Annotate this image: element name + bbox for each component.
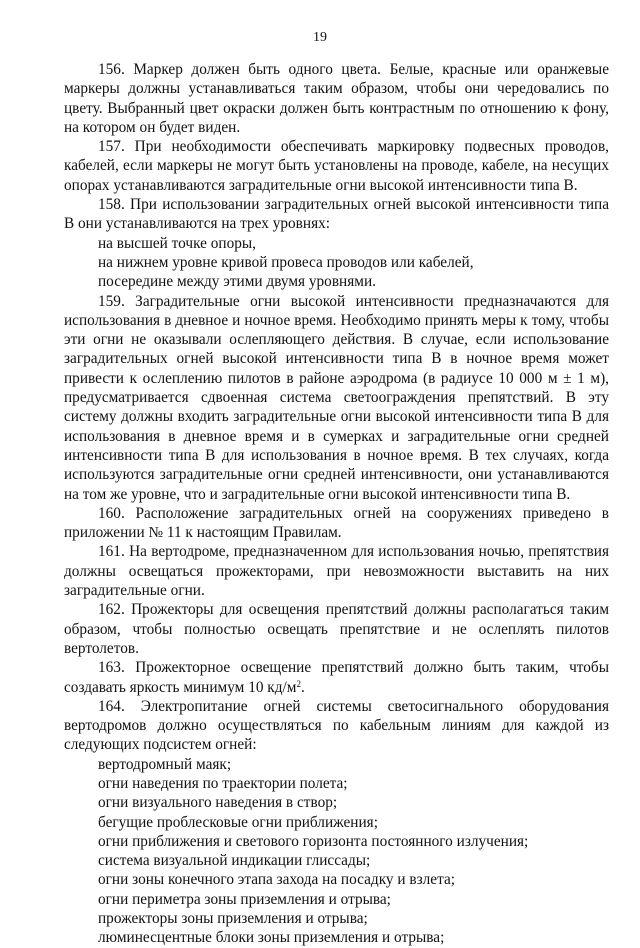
paragraph-158: 158. При использовании заградительных огней высокой интенсивности типа В они устанавливаются на трех уровнях: [64,196,609,233]
list-item: огни приближения и светового горизонта постоянного излучения; [98,832,529,850]
list-item: на нижнем уровне кривой провеса проводов или кабелей, [98,253,474,271]
paragraph-157: 157. При необходимости обеспечивать маркировку подвесных проводов, кабелей, если маркеры не могут быть установлены на проводе, кабеле, на несущих опорах устанавливаются заградительные огни высокой интенсивности типа В. [64,138,609,194]
list-item: огни наведения по траектории полета; [98,774,348,792]
superscript: 2 [296,678,301,689]
list-item: бегущие проблесковые огни приближения; [98,813,378,831]
document-body [64,60,609,948]
page-number: 19 [313,30,327,45]
list-item: огни периметра зоны приземления и отрыва; [98,890,391,908]
paragraph-163-text: 163. Прожекторное освещение препятствий должно быть таким, чтобы создавать яркость минимум 10 кд/м [64,659,609,696]
list-item: система визуальной индикации глиссады; [98,852,371,870]
list-item: прожекторы зоны приземления и отрыва; [98,910,368,928]
paragraph-159: 159. Заградительные огни высокой интенсивности предназначаются для использования в дневное и ночное время. Необходимо принять меры к тому, чтобы эти огни не оказывали ослепляющего действия. В случае, если использование заградительных огней высокой интенсивности типа В в ночное время может привести к ослеплению пилотов в районе аэродрома (в радиусе 10 000 м ± 1 м), предусматривается сдвоенная система светоограждения препятствий. В эту систему должны входить заградительные огни высокой интенсивности типа В для использования в дневное время и в сумерках и заградительные огни средней интенсивности типа В для использования в ночное время. В тех случаях, когда используются заградительные огни средней интенсивности, они устанавливаются на том же уровне, что и заградительные огни высокой интенсивности типа В. [64,292,609,503]
paragraph-163 [64,658,609,697]
paragraph-161: 161. На вертодроме, предназначенном для использования ночью, препятствия должны освещаться прожекторами, при невозможности выставить на них заградительные огни. [64,543,609,600]
paragraph-163-end: . [300,678,305,696]
list-item: на высшей точке опоры, [98,234,256,252]
paragraph-162: 162. Прожекторы для освещения препятствий должны располагаться таким образом, чтобы полностью освещать препятствие и не ослеплять пилотов вертолетов. [64,601,609,657]
list-item: люминесцентные блоки зоны приземления и отрыва; [98,929,445,947]
list-item: огни зоны конечного этапа захода на посадку и взлета; [98,871,455,889]
list-item: посередине между этими двумя уровнями. [98,273,376,291]
paragraph-156: 156. Маркер должен быть одного цвета. Белые, красные или оранжевые маркеры должны устанавливаться таким образом, чтобы они чередовались по цвету. Выбранный цвет окраски должен быть контрастным по отношению к фону, на котором он будет виден. [64,61,609,136]
list-item: вертодромный маяк; [98,755,232,773]
paragraph-160: 160. Расположение заградительных огней на сооружениях приведено в приложении № 11 к настоящим Правилам. [64,504,609,542]
list-item: огни визуального наведения в створ; [98,794,338,812]
paragraph-164: 164. Электропитание огней системы светосигнального оборудования вертодромов должно осуществляться по кабельным линиям для каждой из следующих подсистем огней: [64,697,609,754]
